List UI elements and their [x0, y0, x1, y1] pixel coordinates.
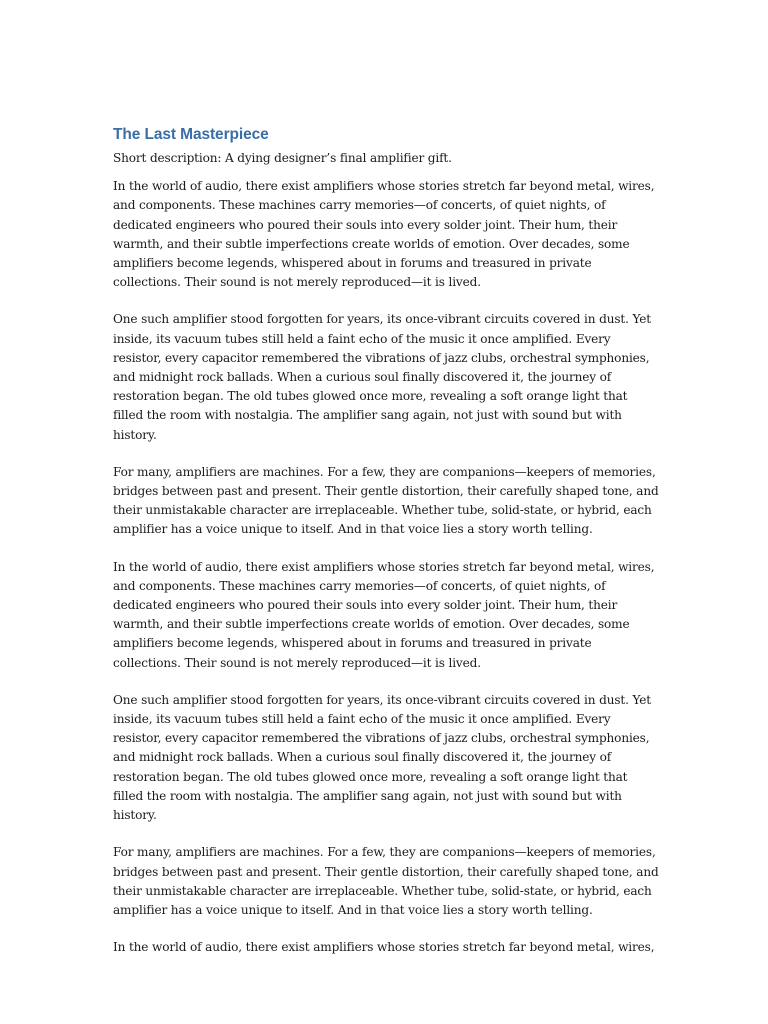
paragraph-3: For many, amplifiers are machines. For a few, they are companions—keepers of memories, bridges between past and present. Their gentle distortion, their carefully shaped tone, and their unmistakable character are irreplaceable. Whether tube, solid-state, or hybrid, each amplifier has a voice unique to itself. And in that voice lies a story worth telling.	[113, 464, 659, 537]
paragraph-1: In the world of audio, there exist amplifiers whose stories stretch far beyond metal, wires, and components. These machines carry memories—of concerts, of quiet nights, of dedicated engineers who poured their souls into every solder joint. Their hum, their warmth, and their subtle imperfections create worlds of emotion. Over decades, some amplifiers become legends, whispered about in forums and treasured in private collections. Their sound is not merely reproduced—it is lived.	[113, 179, 655, 290]
paragraph-4: In the world of audio, there exist amplifiers whose stories stretch far beyond metal, wires, and components. These machines carry memories—of concerts, of quiet nights, of dedicated engineers who poured their souls into every solder joint. Their hum, their warmth, and their subtle imperfections create worlds of emotion. Over decades, some amplifiers become legends, whispered about in forums and treasured in private collections. Their sound is not merely reproduced—it is lived.	[113, 559, 655, 670]
paragraph-6: For many, amplifiers are machines. For a few, they are companions—keepers of memories, bridges between past and present. Their gentle distortion, their carefully shaped tone, and their unmistakable character are irreplaceable. Whether tube, solid-state, or hybrid, each amplifier has a voice unique to itself. And in that voice lies a story worth telling.	[113, 845, 659, 917]
paragraph-5: One such amplifier stood forgotten for years, its once-vibrant circuits covered in dust. Yet inside, its vacuum tubes still held a faint echo of the music it once amplified. Every resistor, every capacitor remembered the vibrations of jazz clubs, orchestral symphonies, and midnight rock ballads. When a curious soul finally discovered it, the journey of restoration began. The old tubes glowed once more, revealing a soft orange light that filled the room with nostalgia. The amplifier sang again, not just with sound but with history.	[113, 692, 651, 823]
document-body	[113, 124, 659, 975]
document-title: The Last Masterpiece	[113, 126, 269, 143]
short-description: Short description: A dying designer’s final amplifier gift.	[113, 151, 452, 165]
paragraph-7: In the world of audio, there exist amplifiers whose stories stretch far beyond metal, wires,	[113, 940, 655, 955]
paragraph-2: One such amplifier stood forgotten for years, its once-vibrant circuits covered in dust. Yet inside, its vacuum tubes still held a faint echo of the music it once amplified. Every resistor, every capacitor remembered the vibrations of jazz clubs, orchestral symphonies, and midnight rock ballads. When a curious soul finally discovered it, the journey of restoration began. The old tubes glowed once more, revealing a soft orange light that filled the room with nostalgia. The amplifier sang again, not just with sound but with history.	[113, 312, 651, 442]
